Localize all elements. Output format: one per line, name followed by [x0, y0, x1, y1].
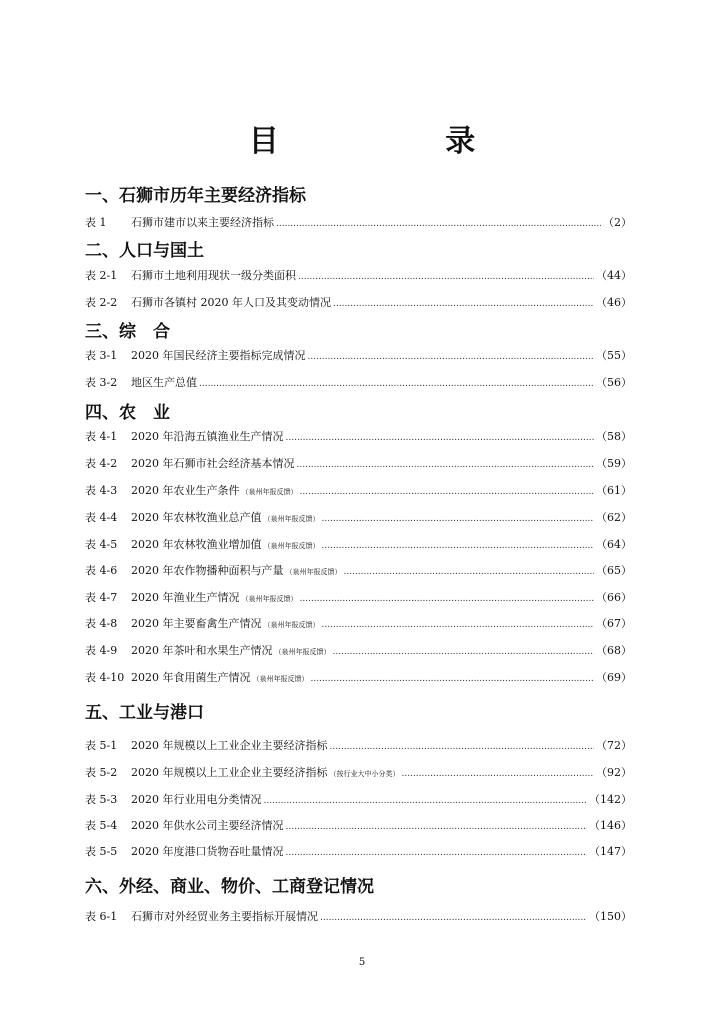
entry-title: 地区生产总值 — [131, 376, 197, 389]
table-number: 表 2-2 — [85, 296, 118, 309]
table-number: 表 6-1 — [85, 910, 118, 923]
table-number: 表 4-1 — [85, 430, 118, 443]
entry-page: （2） — [603, 216, 632, 229]
table-number: 表 4-3 — [85, 484, 118, 497]
entry-title: 石狮市各镇村 2020 年人口及其变动情况 — [131, 296, 331, 309]
table-number: 表 5-4 — [85, 819, 118, 832]
entry-page: （59） — [596, 457, 632, 470]
section-heading: 二、人口与国土 — [85, 241, 204, 261]
toc-entry[interactable] — [85, 267, 632, 283]
table-number: 表 4-9 — [85, 644, 118, 657]
entry-note: （泉州年报反馈） — [241, 595, 298, 603]
table-number: 表 1 — [85, 216, 107, 229]
toc-entry[interactable] — [85, 791, 632, 807]
entry-page: （92） — [596, 766, 632, 779]
entry-title: 2020 年食用菌生产情况 — [131, 671, 251, 684]
entry-note: （泉州年报反馈） — [285, 568, 342, 576]
dot-leader — [344, 567, 595, 577]
toc-entry[interactable] — [85, 536, 632, 552]
toc-entry[interactable] — [85, 615, 632, 631]
dot-leader — [276, 219, 601, 229]
dot-leader — [300, 594, 595, 604]
toc-entry[interactable] — [85, 817, 632, 833]
entry-page: （65） — [596, 564, 632, 577]
dot-leader — [286, 848, 588, 858]
page-number: 5 — [358, 957, 366, 968]
section-heading: 一、石狮市历年主要经济指标 — [85, 186, 306, 206]
toc-entry[interactable] — [85, 737, 632, 753]
entry-title: 2020 年供水公司主要经济情况 — [131, 819, 284, 832]
entry-page: （44） — [596, 269, 632, 282]
entry-title: 石狮市建市以来主要经济指标 — [131, 216, 274, 229]
entry-title: 2020 年沿海五镇渔业生产情况 — [131, 430, 284, 443]
entry-page: （62） — [596, 511, 632, 524]
entry-title: 2020 年度港口货物吞吐量情况 — [131, 845, 284, 858]
section-heading: 四、农 业 — [85, 403, 170, 423]
entry-title: 2020 年主要畜禽生产情况 — [131, 617, 262, 630]
table-number: 表 3-1 — [85, 349, 118, 362]
toc-entry[interactable] — [85, 347, 632, 363]
dot-leader — [322, 620, 595, 630]
entry-title: 2020 年石狮市社会经济基本情况 — [131, 457, 295, 470]
entry-title: 2020 年农业生产条件 — [131, 484, 240, 497]
dot-leader — [199, 379, 594, 389]
table-number: 表 4-8 — [85, 617, 118, 630]
entry-page: （67） — [596, 617, 632, 630]
toc-entry[interactable] — [85, 589, 632, 605]
entry-note: （泉州年报反馈） — [263, 515, 320, 523]
entry-title: 2020 年规模以上工业企业主要经济指标 — [131, 739, 328, 752]
entry-page: （61） — [596, 484, 632, 497]
toc-entry[interactable] — [85, 294, 632, 310]
entry-title: 石狮市土地利用现状一级分类面积 — [131, 269, 296, 282]
entry-title: 2020 年行业用电分类情况 — [131, 793, 262, 806]
entry-title: 2020 年农林牧渔业增加值 — [131, 538, 262, 551]
toc-entry[interactable] — [85, 482, 632, 498]
table-number: 表 4-2 — [85, 457, 118, 470]
entry-page: （146） — [589, 819, 632, 832]
toc-entry[interactable] — [85, 455, 632, 471]
entry-note: （泉州年报反馈） — [263, 542, 320, 550]
dot-leader — [333, 647, 595, 657]
dot-leader — [300, 487, 595, 497]
toc-entry[interactable] — [85, 214, 632, 230]
table-number: 表 4-7 — [85, 591, 118, 604]
toc-entry[interactable] — [85, 843, 632, 859]
toc-entry[interactable] — [85, 764, 632, 780]
entry-page: （72） — [596, 739, 632, 752]
toc-entry[interactable] — [85, 669, 632, 685]
dot-leader — [322, 514, 595, 524]
toc-entry[interactable] — [85, 562, 632, 578]
entry-title: 石狮市对外经贸业务主要指标开展情况 — [131, 910, 318, 923]
toc-entry[interactable] — [85, 908, 632, 924]
dot-leader — [286, 433, 595, 443]
entry-note: （泉州年报反馈） — [274, 648, 331, 656]
table-number: 表 4-5 — [85, 538, 118, 551]
entry-title: 2020 年规模以上工业企业主要经济指标 — [131, 766, 328, 779]
dot-leader — [297, 460, 595, 470]
toc-entry[interactable] — [85, 642, 632, 658]
entry-page: （46） — [596, 296, 632, 309]
table-number: 表 2-1 — [85, 269, 118, 282]
entry-page: （58） — [596, 430, 632, 443]
entry-note: （泉州年报反馈） — [263, 621, 320, 629]
entry-page: （66） — [596, 591, 632, 604]
entry-page: （56） — [596, 376, 632, 389]
dot-leader — [320, 913, 587, 923]
entry-title: 2020 年农作物播种面积与产量 — [131, 564, 284, 577]
section-heading: 五、工业与港口 — [85, 703, 204, 723]
table-number: 表 5-2 — [85, 766, 118, 779]
entry-note: （泉州年报反馈） — [241, 488, 298, 496]
entry-page: （150） — [589, 910, 632, 923]
table-number: 表 4-4 — [85, 511, 118, 524]
dot-leader — [308, 352, 595, 362]
dot-leader — [311, 674, 595, 684]
toc-entry[interactable] — [85, 374, 632, 390]
entry-title: 2020 年渔业生产情况 — [131, 591, 240, 604]
entry-page: （69） — [596, 671, 632, 684]
section-heading: 三、综 合 — [85, 322, 170, 342]
entry-title: 2020 年茶叶和水果生产情况 — [131, 644, 273, 657]
toc-entry[interactable] — [85, 509, 632, 525]
dot-leader — [264, 796, 588, 806]
entry-page: （68） — [596, 644, 632, 657]
table-number: 表 4-10 — [85, 671, 125, 684]
dot-leader — [333, 299, 594, 309]
table-number: 表 3-2 — [85, 376, 118, 389]
entry-note: （按行业大中小分类） — [329, 770, 400, 778]
entry-title: 2020 年农林牧渔业总产值 — [131, 511, 262, 524]
toc-entry[interactable] — [85, 428, 632, 444]
table-number: 表 5-1 — [85, 739, 118, 752]
entry-page: （147） — [589, 845, 632, 858]
table-number: 表 4-6 — [85, 564, 118, 577]
dot-leader — [322, 541, 595, 551]
section-heading: 六、外经、商业、物价、工商登记情况 — [85, 877, 374, 897]
entry-note: （泉州年报反馈） — [252, 675, 309, 683]
entry-title: 2020 年国民经济主要指标完成情况 — [131, 349, 306, 362]
entry-page: （142） — [589, 793, 632, 806]
entry-page: （55） — [596, 349, 632, 362]
dot-leader — [286, 822, 588, 832]
table-number: 表 5-3 — [85, 793, 118, 806]
table-number: 表 5-5 — [85, 845, 118, 858]
dot-leader — [330, 742, 595, 752]
page-title: 目 录 — [248, 124, 554, 159]
dot-leader — [298, 272, 594, 282]
entry-page: （64） — [596, 538, 632, 551]
dot-leader — [402, 769, 595, 779]
